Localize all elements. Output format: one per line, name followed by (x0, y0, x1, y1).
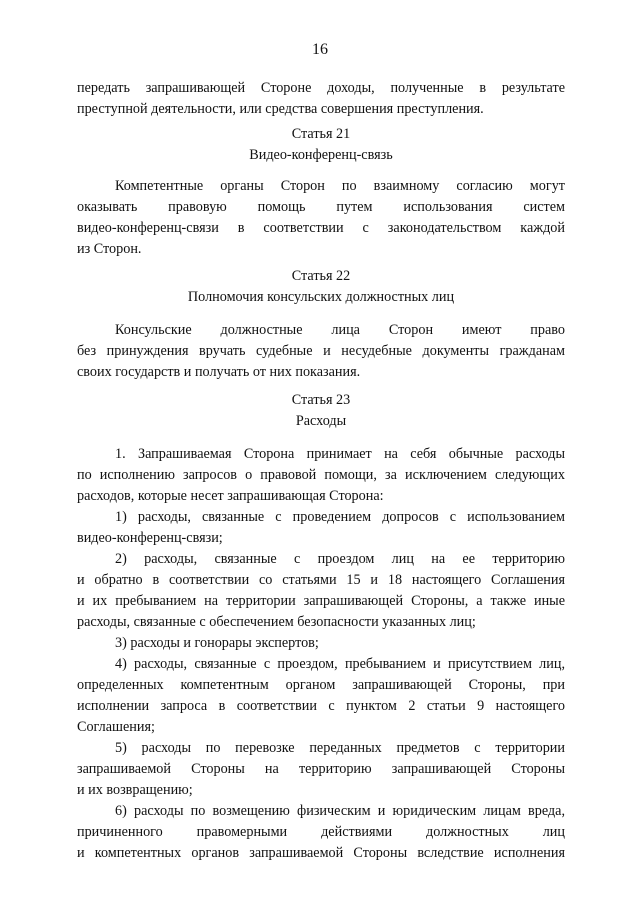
text-line: видео-конференц-связи в соответствии с законодательством каждой (77, 220, 565, 236)
list-item-line: и их возвращению; (77, 782, 193, 798)
article-subtitle: Видео-конференц-связь (249, 147, 393, 163)
list-item-line: Соглашения; (77, 719, 155, 735)
text-line: Консульские должностные лица Сторон имеют право (115, 322, 565, 338)
text-line: Компетентные органы Сторон по взаимному согласию могут (115, 178, 565, 194)
text-line: 1. Запрашиваемая Сторона принимает на себя обычные расходы (115, 446, 565, 462)
list-item-line: 4) расходы, связанные с проездом, пребыванием и присутствием лиц, (115, 656, 565, 672)
text-line: оказывать правовую помощь путем использования систем (77, 199, 565, 215)
list-item-line: видео-конференц-связи; (77, 530, 223, 546)
article-23-heading (77, 390, 565, 432)
text-line: расходов, которые несет запрашивающая Сторона: (77, 488, 384, 504)
list-item-line: 3) расходы и гонорары экспертов; (115, 635, 319, 651)
text-line: преступной деятельности, или средства совершения преступления. (77, 101, 484, 117)
list-item-line: запрашиваемой Стороны на территорию запрашивающей Стороны (77, 761, 565, 777)
list-item-line: и компетентных органов запрашиваемой Стороны вследствие исполнения (77, 845, 565, 861)
list-item-line: и обратно в соответствии со статьями 15 и 18 настоящего Соглашения (77, 572, 565, 588)
text-line: из Сторон. (77, 241, 142, 257)
intro-paragraph (77, 78, 565, 120)
list-item-line: исполнении запроса в соответствии с пунктом 2 статьи 9 настоящего (77, 698, 565, 714)
list-item-line: определенных компетентным органом запрашивающей Стороны, при (77, 677, 565, 693)
article-22-body (77, 320, 565, 383)
list-item-line: 1) расходы, связанные с проведением допросов с использованием (115, 509, 565, 525)
article-subtitle: Полномочия консульских должностных лиц (187, 289, 455, 305)
list-item-line: и их пребыванием на территории запрашивающей Стороны, а также иные (77, 593, 565, 609)
article-21-body (77, 176, 565, 260)
article-22-heading (77, 266, 565, 308)
article-subtitle: Расходы (295, 413, 347, 429)
article-title: Статья 21 (291, 126, 351, 142)
article-23-body (77, 444, 565, 864)
list-item-line: расходы, связанные с обеспечением безопасности указанных лиц; (77, 614, 476, 630)
page-number: 16 (312, 41, 328, 58)
list-item-line: 6) расходы по возмещению физическим и юридическим лицам вреда, (115, 803, 565, 819)
text-line: передать запрашивающей Стороне доходы, полученные в результате (77, 80, 565, 96)
text-line: своих государств и получать от них показания. (77, 364, 361, 380)
text-line: без принуждения вручать судебные и несудебные документы гражданам (77, 343, 565, 359)
list-item-line: 5) расходы по перевозке переданных предметов с территории (115, 740, 565, 756)
article-title: Статья 22 (291, 268, 351, 284)
article-21-heading (77, 124, 565, 166)
list-item-line: 2) расходы, связанные с проездом лиц на ее территорию (115, 551, 565, 567)
list-item-line: причиненного правомерными действиями должностных лиц (77, 824, 565, 840)
text-line: по исполнению запросов о правовой помощи, за исключением следующих (77, 467, 565, 483)
article-title: Статья 23 (291, 392, 351, 408)
